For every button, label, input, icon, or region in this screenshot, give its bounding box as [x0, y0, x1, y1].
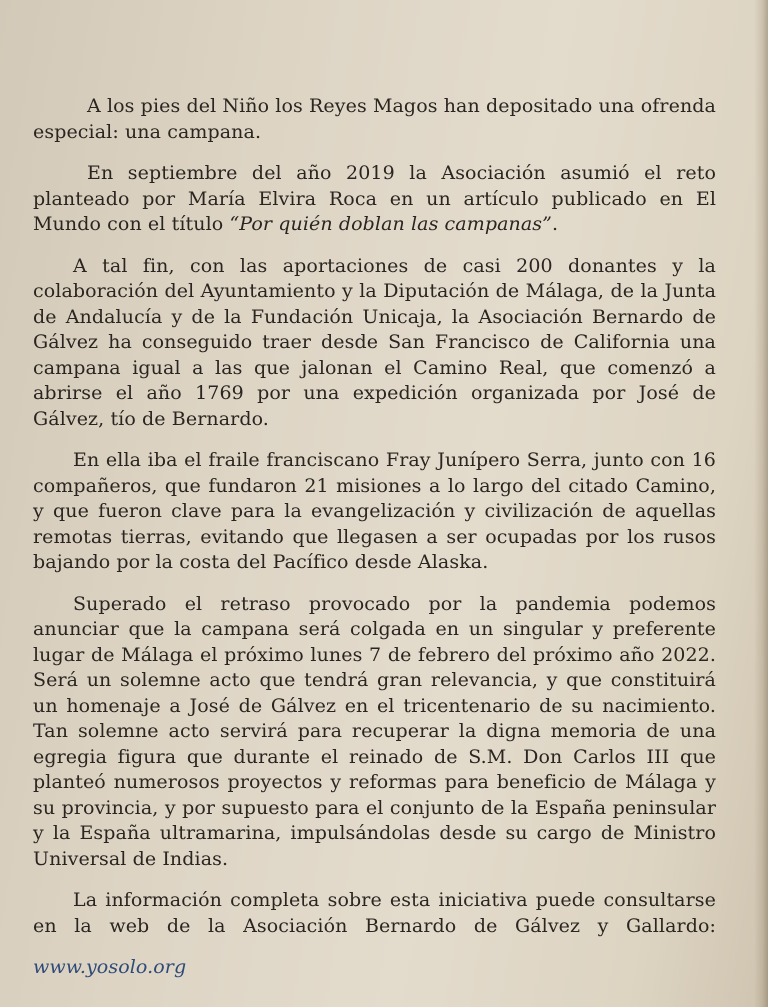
- paragraph-expedition: En ella iba el fraile franciscano Fray Junípero Serra, junto con 16 compañeros, que fundaron 21 misiones a lo largo del citado Camino, y que fueron clave para la evangelización y civilización de aquellas remotas tierras, evitando que llegasen a ser ocupadas por los rusos bajando por la costa del Pacífico desde Alaska.: [33, 449, 716, 573]
- paragraph-challenge-end: .: [551, 213, 559, 235]
- article-title-quote: “Por quién doblan las campanas”: [229, 213, 552, 235]
- document-body: [33, 94, 716, 997]
- website-link[interactable]: www.yosolo.org: [33, 956, 187, 978]
- page-edge-shadow: [754, 0, 768, 1007]
- paragraph-donations: A tal fin, con las aportaciones de casi 200 donantes y la colaboración del Ayuntamiento y la Diputación de Málaga, de la Junta de Andalucía y de la Fundación Unicaja, la Asociación Bernardo de Gálvez ha conseguido traer desde San Francisco de California una campana igual a las que jalonan el Camino Real, que comenzó a abrirse el año 1769 por una expedición organizada por José de Gálvez, tío de Bernardo.: [33, 254, 716, 430]
- paragraph-announcement: Superado el retraso provocado por la pandemia podemos anunciar que la campana será colgada en un singular y preferente lugar de Málaga el próximo lunes 7 de febrero del próximo año 2022. Será un solemne acto que tendrá gran relevancia, y que constituirá un homenaje a José de Gálvez en el tricentenario de su nacimiento. Tan solemne acto servirá para recuperar la digna memoria de una egregia figura que durante el reinado de S.M. Don Carlos III que planteó numerosos proyectos y reformas para beneficio de Málaga y su provincia, y por supuesto para el conjunto de la España peninsular y la España ultramarina, impulsándolas desde su cargo de Ministro Universal de Indias.: [33, 592, 716, 870]
- paragraph-challenge-text: En septiembre del año 2019 la Asociación asumió el reto planteado por María Elvira Roca en un artículo publicado en El Mundo con el título: [33, 162, 716, 235]
- paragraph-offering: A los pies del Niño los Reyes Magos han depositado una ofrenda especial: una campana.: [33, 95, 716, 143]
- paragraph-challenge: [33, 161, 716, 238]
- paragraph-information: La información completa sobre esta iniciativa puede consultarse en la web de la Asociación Bernardo de Gálvez y Gallardo:: [33, 889, 716, 937]
